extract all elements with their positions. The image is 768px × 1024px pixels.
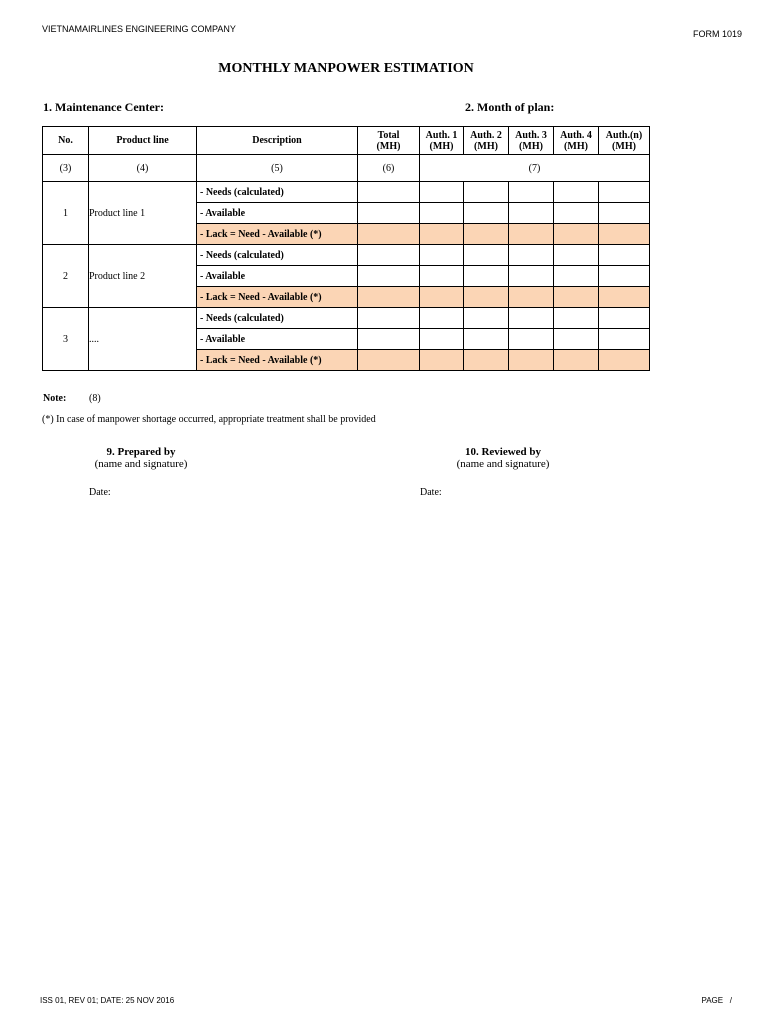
input-cell[interactable]: [509, 329, 554, 350]
header-product-line: Product line: [89, 127, 197, 155]
input-cell[interactable]: [464, 308, 509, 329]
needs-label: - Needs (calculated): [197, 245, 358, 266]
page-title: MONTHLY MANPOWER ESTIMATION: [218, 61, 474, 76]
input-cell[interactable]: [464, 329, 509, 350]
row-number: 2: [43, 245, 89, 308]
input-cell[interactable]: [554, 182, 599, 203]
lack-cell[interactable]: [420, 287, 464, 308]
needs-label: - Needs (calculated): [197, 182, 358, 203]
input-cell[interactable]: [509, 245, 554, 266]
lack-cell[interactable]: [358, 224, 420, 245]
header-auth-2: Auth. 2 (MH): [464, 127, 509, 155]
input-cell[interactable]: [554, 329, 599, 350]
lack-label: - Lack = Need - Available (*): [197, 224, 358, 245]
lack-cell[interactable]: [554, 350, 599, 371]
input-cell[interactable]: [599, 266, 650, 287]
input-cell[interactable]: [420, 308, 464, 329]
company-name: VIETNAMAIRLINES ENGINEERING COMPANY: [42, 24, 236, 34]
input-cell[interactable]: [599, 203, 650, 224]
row-number: 1: [43, 182, 89, 245]
lack-cell[interactable]: [599, 350, 650, 371]
note-text: (*) In case of manpower shortage occurred, appropriate treatment shall be provided: [42, 414, 376, 425]
input-cell[interactable]: [420, 203, 464, 224]
header-auth-1: Auth. 1 (MH): [420, 127, 464, 155]
footer-issue-info: ISS 01, REV 01; DATE: 25 NOV 2016: [40, 996, 175, 1005]
input-cell[interactable]: [554, 308, 599, 329]
ref-no: (3): [43, 155, 89, 182]
ref-description: (5): [197, 155, 358, 182]
header-auth-3: Auth. 3 (MH): [509, 127, 554, 155]
reviewed-by-subtitle: (name and signature): [456, 458, 550, 470]
input-cell[interactable]: [599, 182, 650, 203]
header-description: Description: [197, 127, 358, 155]
product-line-cell: Product line 1: [89, 182, 197, 245]
input-cell[interactable]: [599, 329, 650, 350]
header-auth-n: Auth.(n) (MH): [599, 127, 650, 155]
note-value: (8): [89, 393, 101, 404]
manpower-table: [42, 126, 650, 371]
month-of-plan-label: 2. Month of plan:: [465, 100, 555, 114]
header-no: No.: [43, 127, 89, 155]
input-cell[interactable]: [509, 266, 554, 287]
row-number: 3: [43, 308, 89, 371]
header-auth-4: Auth. 4 (MH): [554, 127, 599, 155]
ref-auth: (7): [420, 155, 650, 182]
input-cell[interactable]: [464, 245, 509, 266]
form-number: FORM 1019: [692, 29, 742, 39]
prepared-date-label: Date:: [89, 487, 111, 498]
product-line-cell: ....: [89, 308, 197, 371]
footer-page-number: PAGE /: [701, 996, 732, 1005]
available-label: - Available: [197, 266, 358, 287]
lack-cell[interactable]: [358, 350, 420, 371]
input-cell[interactable]: [554, 266, 599, 287]
input-cell[interactable]: [509, 182, 554, 203]
input-cell[interactable]: [358, 329, 420, 350]
lack-cell[interactable]: [420, 350, 464, 371]
ref-product-line: (4): [89, 155, 197, 182]
lack-cell[interactable]: [554, 224, 599, 245]
input-cell[interactable]: [358, 308, 420, 329]
lack-label: - Lack = Need - Available (*): [197, 287, 358, 308]
note-label: Note:: [43, 393, 67, 404]
lack-cell[interactable]: [420, 224, 464, 245]
input-cell[interactable]: [509, 203, 554, 224]
input-cell[interactable]: [464, 266, 509, 287]
input-cell[interactable]: [358, 245, 420, 266]
input-cell[interactable]: [358, 203, 420, 224]
input-cell[interactable]: [420, 182, 464, 203]
lack-cell[interactable]: [509, 224, 554, 245]
input-cell[interactable]: [554, 203, 599, 224]
input-cell[interactable]: [599, 245, 650, 266]
lack-label: - Lack = Need - Available (*): [197, 350, 358, 371]
product-line-cell: Product line 2: [89, 245, 197, 308]
input-cell[interactable]: [358, 266, 420, 287]
header-total: Total (MH): [358, 127, 420, 155]
lack-cell[interactable]: [554, 287, 599, 308]
maintenance-center-label: 1. Maintenance Center:: [43, 100, 164, 114]
lack-cell[interactable]: [358, 287, 420, 308]
input-cell[interactable]: [509, 308, 554, 329]
lack-cell[interactable]: [599, 224, 650, 245]
input-cell[interactable]: [599, 308, 650, 329]
ref-total: (6): [358, 155, 420, 182]
input-cell[interactable]: [420, 329, 464, 350]
reviewed-by-title: 10. Reviewed by: [464, 446, 542, 458]
available-label: - Available: [197, 329, 358, 350]
reviewed-date-label: Date:: [420, 487, 442, 498]
input-cell[interactable]: [464, 182, 509, 203]
input-cell[interactable]: [420, 245, 464, 266]
prepared-by-title: 9. Prepared by: [106, 446, 176, 458]
needs-label: - Needs (calculated): [197, 308, 358, 329]
lack-cell[interactable]: [599, 287, 650, 308]
available-label: - Available: [197, 203, 358, 224]
lack-cell[interactable]: [509, 287, 554, 308]
prepared-by-subtitle: (name and signature): [94, 458, 188, 470]
lack-cell[interactable]: [464, 287, 509, 308]
lack-cell[interactable]: [464, 224, 509, 245]
lack-cell[interactable]: [509, 350, 554, 371]
lack-cell[interactable]: [464, 350, 509, 371]
input-cell[interactable]: [420, 266, 464, 287]
input-cell[interactable]: [554, 245, 599, 266]
input-cell[interactable]: [464, 203, 509, 224]
input-cell[interactable]: [358, 182, 420, 203]
